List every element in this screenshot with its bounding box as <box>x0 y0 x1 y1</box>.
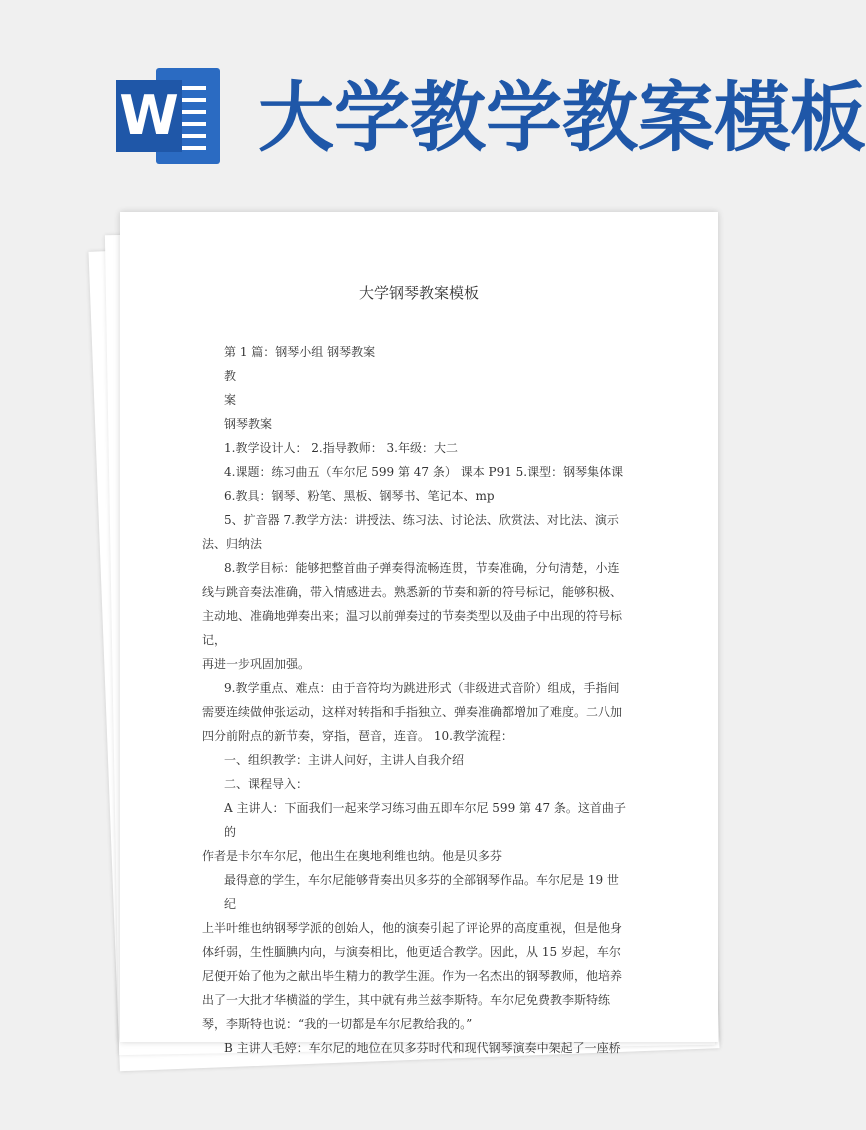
text-line: 尼便开始了他为之献出毕生精力的教学生涯。作为一名杰出的钢琴教师，他培养 <box>202 969 623 983</box>
text-line: 第 1 篇：钢琴小组 钢琴教案 <box>224 345 376 359</box>
text-line: 出了一大批才华横溢的学生，其中就有弗兰兹李斯特。车尔尼免费教李斯特练 <box>202 993 611 1007</box>
text-line: 4.课题：练习曲五（车尔尼 599 第 47 条） 课本 P91 5.课型：钢琴集体课 <box>224 465 624 479</box>
text-line: 再进一步巩固加强。 <box>202 657 311 671</box>
text-line: 9.教学重点、难点：由于音符均为跳进形式（非级进式音阶）组成，手指间 <box>224 681 620 695</box>
word-icon-letter: W <box>116 80 182 152</box>
document-title: 大学钢琴教案模板 <box>358 284 479 302</box>
text-line: 案 <box>224 393 237 407</box>
text-line: B 主讲人毛婷：车尔尼的地位在贝多芬时代和现代钢琴演奏中架起了一座桥 <box>224 1041 621 1055</box>
text-line: 最得意的学生，车尔尼能够背奏出贝多芬的全部钢琴作品。车尔尼是 19 世纪 <box>224 873 619 911</box>
text-line: 6.教具：钢琴、粉笔、黑板、钢琴书、笔记本、mp <box>224 489 495 503</box>
text-line: 教 <box>224 369 237 383</box>
text-line: 作者是卡尔车尔尼，他出生在奥地利维也纳。他是贝多芬 <box>202 849 503 863</box>
text-line: 钢琴教案 <box>224 417 273 431</box>
text-line: 四分前附点的新节奏，穿指，琶音，连音。 10.教学流程： <box>202 729 513 743</box>
text-line: 法、归纳法 <box>202 537 263 551</box>
text-line: 5、扩音器 7.教学方法：讲授法、练习法、讨论法、欣赏法、对比法、演示 <box>224 513 619 527</box>
banner-title: 大学教学教案模板 <box>258 73 866 162</box>
text-line: 主动地、准确地弹奏出来；温习以前弹奏过的节奏类型以及曲子中出现的符号标记， <box>202 609 623 647</box>
text-line: 一、组织教学：主讲人问好，主讲人自我介绍 <box>224 753 465 767</box>
text-line: A 主讲人：下面我们一起来学习练习曲五即车尔尼 599 第 47 条。这首曲子的 <box>224 801 626 839</box>
text-line: 线与跳音奏法准确，带入情感进去。熟悉新的节奏和新的符号标记，能够积极、 <box>202 585 623 599</box>
text-line: 体纤弱，生性腼腆内向，与演奏相比，他更适合教学。因此，从 15 岁起，车尔 <box>202 945 621 959</box>
banner <box>0 0 866 200</box>
word-document-icon <box>116 68 220 164</box>
text-line: 需要连续做伸张运动，这样对转指和手指独立、弹奏准确都增加了难度。二八加 <box>202 705 623 719</box>
document-body <box>202 340 626 1060</box>
text-line: 琴，李斯特也说：“我的一切都是车尔尼教给我的。” <box>202 1017 473 1031</box>
text-line: 8.教学目标：能够把整首曲子弹奏得流畅连贯，节奏准确，分句清楚，小连 <box>224 561 620 575</box>
text-line: 1.教学设计人： 2.指导教师： 3.年级：大二 <box>224 441 458 455</box>
text-line: 二、课程导入： <box>224 777 309 791</box>
document-page <box>120 212 718 1055</box>
text-line: 上半叶维也纳钢琴学派的创始人，他的演奏引起了评论界的高度重视，但是他身 <box>202 921 623 935</box>
